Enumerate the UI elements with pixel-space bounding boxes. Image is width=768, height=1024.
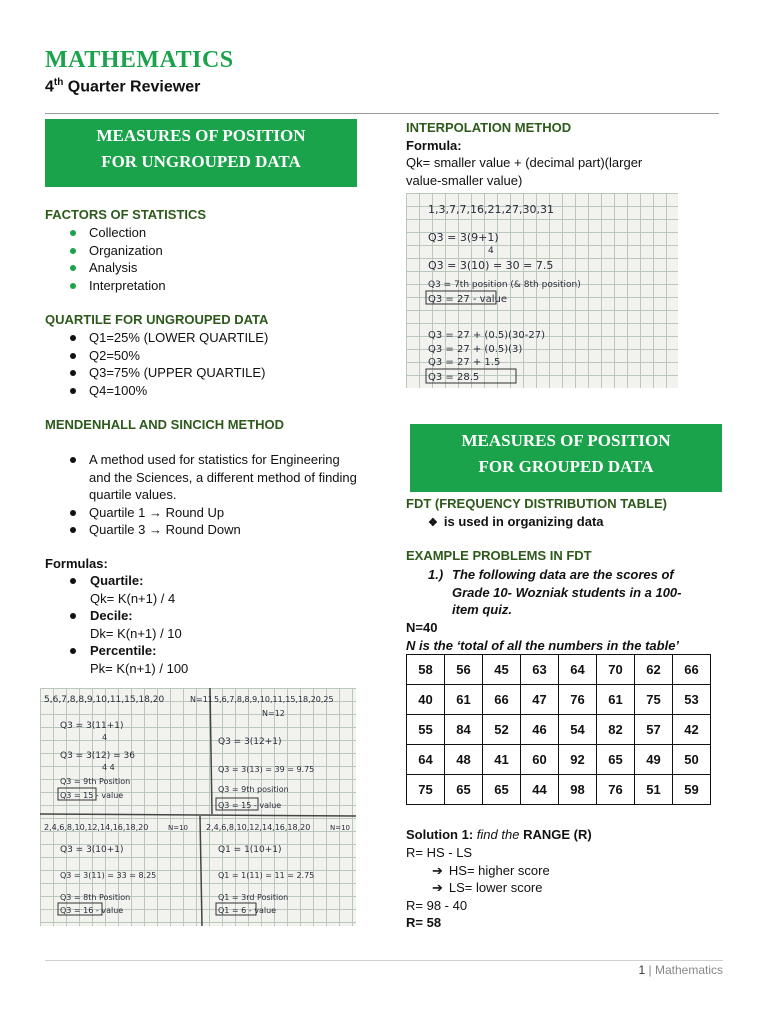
formula-name: Percentile: bbox=[90, 643, 157, 658]
list-item: Organization bbox=[45, 242, 355, 260]
table-cell: 48 bbox=[445, 745, 483, 775]
table-cell: 51 bbox=[635, 775, 673, 805]
hw-text: Q3 = 27 - value bbox=[428, 294, 507, 305]
hw-text: N=11 bbox=[190, 695, 213, 704]
hw-text: Q3 = 3(12+1) bbox=[218, 737, 282, 747]
table-cell: 45 bbox=[483, 655, 521, 685]
page-number: 1 bbox=[638, 963, 646, 977]
diamond-bullet-icon: ❖ bbox=[428, 517, 438, 529]
handwriting-svg bbox=[40, 688, 356, 926]
n-value: N=40 bbox=[406, 620, 438, 635]
list-item: Analysis bbox=[45, 259, 355, 277]
n-description: N is the ‘total of all the numbers in the table’ bbox=[406, 638, 680, 653]
scores-table bbox=[406, 654, 711, 805]
formula-item bbox=[45, 642, 365, 677]
list-item: Quartile 1 → Round Up bbox=[45, 504, 363, 522]
hs-text: HS= higher score bbox=[448, 863, 550, 878]
range-calculation: R= 98 - 40 bbox=[406, 898, 468, 913]
hw-text: 2,4,6,8,10,12,14,16,18,20 bbox=[44, 823, 149, 832]
document-title: MATHEMATICS bbox=[45, 47, 234, 73]
problem-text: The following data are the scores of Grade 10- Wozniak students in a 100-item quiz. bbox=[452, 567, 682, 617]
list-item: Q4=100% bbox=[45, 382, 355, 400]
hw-text: Q3 = 9th position bbox=[218, 785, 289, 794]
banner-line: MEASURES OF POSITION bbox=[96, 126, 306, 145]
table-cell: 40 bbox=[407, 685, 445, 715]
table-cell: 65 bbox=[483, 775, 521, 805]
table-cell: 55 bbox=[407, 715, 445, 745]
arrow-right-icon: ➔ bbox=[432, 863, 443, 878]
hw-text: Q3 = 27 + 1.5 bbox=[428, 357, 501, 368]
range-formula: R= HS - LS bbox=[406, 845, 473, 860]
table-row bbox=[407, 715, 711, 745]
problem-number: 1.) bbox=[428, 567, 444, 582]
hw-text: Q3 = 15 - value bbox=[218, 801, 282, 810]
interpolation-heading: INTERPOLATION METHOD bbox=[406, 120, 572, 135]
hs-definition bbox=[432, 862, 550, 880]
subtitle-superscript: th bbox=[53, 77, 64, 88]
hw-text: Q3 = 3(10+1) bbox=[60, 845, 124, 855]
table-cell: 76 bbox=[559, 685, 597, 715]
table-cell: 50 bbox=[673, 745, 711, 775]
table-cell: 98 bbox=[559, 775, 597, 805]
solution-italic: find the bbox=[476, 827, 520, 842]
list-item: Quartile 3 → Round Down bbox=[45, 521, 363, 539]
hw-text: 5,6,7,8,8,9,10,11,15,18,20 bbox=[44, 695, 165, 705]
solution-label: Solution 1: bbox=[406, 827, 474, 842]
table-cell: 53 bbox=[673, 685, 711, 715]
banner-line: MEASURES OF POSITION bbox=[461, 431, 671, 450]
fdt-note-text: is used in organizing data bbox=[443, 514, 604, 529]
table-cell: 54 bbox=[559, 715, 597, 745]
table-cell: 75 bbox=[407, 775, 445, 805]
hw-text: 1,3,7,7,16,21,27,30,31 bbox=[428, 203, 554, 216]
fdt-heading: FDT (FREQUENCY DISTRIBUTION TABLE) bbox=[406, 496, 667, 511]
list-item: Interpretation bbox=[45, 277, 355, 295]
table-cell: 56 bbox=[445, 655, 483, 685]
ls-definition bbox=[432, 879, 542, 897]
hw-text: Q1 = 3rd Position bbox=[218, 893, 289, 902]
quartile-list bbox=[45, 329, 355, 399]
list-item: Q3=75% (UPPER QUARTILE) bbox=[45, 364, 355, 382]
table-cell: 64 bbox=[559, 655, 597, 685]
hw-text: Q3 = 7th position (& 8th position) bbox=[428, 280, 581, 290]
subtitle-number: 4 bbox=[45, 78, 54, 96]
page-footer bbox=[638, 963, 723, 977]
table-cell: 49 bbox=[635, 745, 673, 775]
footer-name: Mathematics bbox=[654, 963, 723, 977]
hw-text: Q3 = 27 + (0.5)(3) bbox=[428, 344, 523, 355]
formula-expr: Pk= K(n+1) / 100 bbox=[90, 660, 189, 676]
hw-text: 4 bbox=[102, 733, 108, 742]
arrow-right-icon: ➔ bbox=[432, 880, 443, 895]
formulas-heading: Formulas: bbox=[45, 556, 108, 571]
table-cell: 44 bbox=[521, 775, 559, 805]
hw-text: Q3 = 3(10) = 30 = 7.5 bbox=[428, 259, 554, 272]
hw-text: Q3 = 3(13) = 39 = 9.75 bbox=[218, 765, 315, 774]
footer-divider bbox=[45, 960, 723, 961]
list-item: A method used for statistics for Engineering and the Sciences, a different method of finding quartile values. bbox=[45, 451, 363, 504]
list-item: Q1=25% (LOWER QUARTILE) bbox=[45, 329, 355, 347]
table-cell: 65 bbox=[597, 745, 635, 775]
table-cell: 46 bbox=[521, 715, 559, 745]
formula-item bbox=[45, 607, 365, 642]
hw-text: 4 4 bbox=[102, 763, 115, 772]
hw-text: Q3 = 3(11) = 33 = 8.25 bbox=[60, 871, 157, 880]
footer-separator: | bbox=[648, 963, 652, 977]
hw-text: Q3 = 28.5 bbox=[428, 372, 480, 383]
table-cell: 58 bbox=[407, 655, 445, 685]
table-cell: 41 bbox=[483, 745, 521, 775]
hw-text: Q3 = 15 - value bbox=[60, 791, 124, 800]
banner-ungrouped bbox=[45, 119, 357, 187]
quartile-heading: QUARTILE FOR UNGROUPED DATA bbox=[45, 312, 269, 327]
hw-text: 2,4,6,8,10,12,14,16,18,20 bbox=[206, 823, 311, 832]
list-item: Q2=50% bbox=[45, 347, 355, 365]
hw-text: Q1 = 6 - value bbox=[218, 906, 277, 915]
table-cell: 82 bbox=[597, 715, 635, 745]
table-cell: 62 bbox=[635, 655, 673, 685]
table-row bbox=[407, 685, 711, 715]
table-cell: 65 bbox=[445, 775, 483, 805]
table-cell: 66 bbox=[673, 655, 711, 685]
hw-text: Q1 = 1(11) = 11 = 2.75 bbox=[218, 871, 315, 880]
header-divider bbox=[45, 113, 719, 114]
example-heading: EXAMPLE PROBLEMS IN FDT bbox=[406, 548, 592, 563]
banner-line: FOR GROUPED DATA bbox=[478, 457, 654, 476]
table-cell: 66 bbox=[483, 685, 521, 715]
hw-text: N=10 bbox=[168, 824, 189, 832]
formula-item bbox=[45, 572, 365, 607]
table-cell: 59 bbox=[673, 775, 711, 805]
interpolation-photo bbox=[406, 193, 678, 388]
hw-text: Q3 = 3(9+1) bbox=[428, 231, 499, 244]
table-cell: 42 bbox=[673, 715, 711, 745]
table-cell: 61 bbox=[597, 685, 635, 715]
table-cell: 92 bbox=[559, 745, 597, 775]
range-result: R= 58 bbox=[406, 915, 442, 930]
hw-text: Q1 = 1(10+1) bbox=[218, 845, 282, 855]
document-subtitle bbox=[45, 77, 200, 96]
formula-label: Formula: bbox=[406, 138, 462, 153]
hw-text: Q3 = 9th Position bbox=[60, 777, 131, 786]
banner-grouped bbox=[410, 424, 722, 492]
formulas-list bbox=[45, 572, 365, 677]
table-cell: 47 bbox=[521, 685, 559, 715]
factors-heading: FACTORS OF STATISTICS bbox=[45, 207, 207, 222]
table-cell: 61 bbox=[445, 685, 483, 715]
table-row bbox=[407, 655, 711, 685]
table-cell: 64 bbox=[407, 745, 445, 775]
list-item: Collection bbox=[45, 224, 355, 242]
hw-text: Q3 = 16 - value bbox=[60, 906, 124, 915]
formula-expr: Qk= K(n+1) / 4 bbox=[90, 590, 176, 606]
factors-list bbox=[45, 224, 355, 294]
hw-text: 4 bbox=[488, 246, 494, 256]
table-cell: 70 bbox=[597, 655, 635, 685]
mendenhall-list bbox=[45, 451, 363, 539]
hw-text: Q3 = 3(12) = 36 bbox=[60, 751, 135, 761]
fdt-note bbox=[428, 513, 604, 533]
table-cell: 75 bbox=[635, 685, 673, 715]
table-cell: 52 bbox=[483, 715, 521, 745]
table-row bbox=[407, 745, 711, 775]
ls-text: LS= lower score bbox=[448, 880, 543, 895]
handwritten-examples-photo bbox=[40, 688, 356, 926]
table-cell: 76 bbox=[597, 775, 635, 805]
hw-text: Q3 = 27 + (0.5)(30-27) bbox=[428, 330, 545, 341]
hw-text: N=12 bbox=[262, 709, 285, 718]
hw-text: Q3 = 8th Position bbox=[60, 893, 131, 902]
table-cell: 84 bbox=[445, 715, 483, 745]
table-cell: 57 bbox=[635, 715, 673, 745]
formula-expr: Dk= K(n+1) / 10 bbox=[90, 625, 182, 641]
hw-text: Q3 = 3(11+1) bbox=[60, 721, 124, 731]
solution-bold: RANGE (R) bbox=[523, 827, 592, 842]
interpolation-formula: Qk= smaller value + (decimal part)(larger value-smaller value) bbox=[406, 155, 643, 188]
table-cell: 60 bbox=[521, 745, 559, 775]
solution-heading bbox=[406, 826, 592, 844]
formula-name: Decile: bbox=[90, 608, 133, 623]
table-row bbox=[407, 775, 711, 805]
formula-name: Quartile: bbox=[90, 573, 144, 588]
mendenhall-heading: MENDENHALL AND SINCICH METHOD bbox=[45, 417, 285, 432]
hw-text: N=10 bbox=[330, 824, 351, 832]
hw-text: 5,6,7,8,8,9,10,11,15,18,20,25 bbox=[214, 695, 334, 704]
banner-line: FOR UNGROUPED DATA bbox=[101, 152, 301, 171]
subtitle-text: Quarter Reviewer bbox=[63, 78, 201, 96]
table-cell: 63 bbox=[521, 655, 559, 685]
handwriting-svg bbox=[406, 193, 678, 388]
